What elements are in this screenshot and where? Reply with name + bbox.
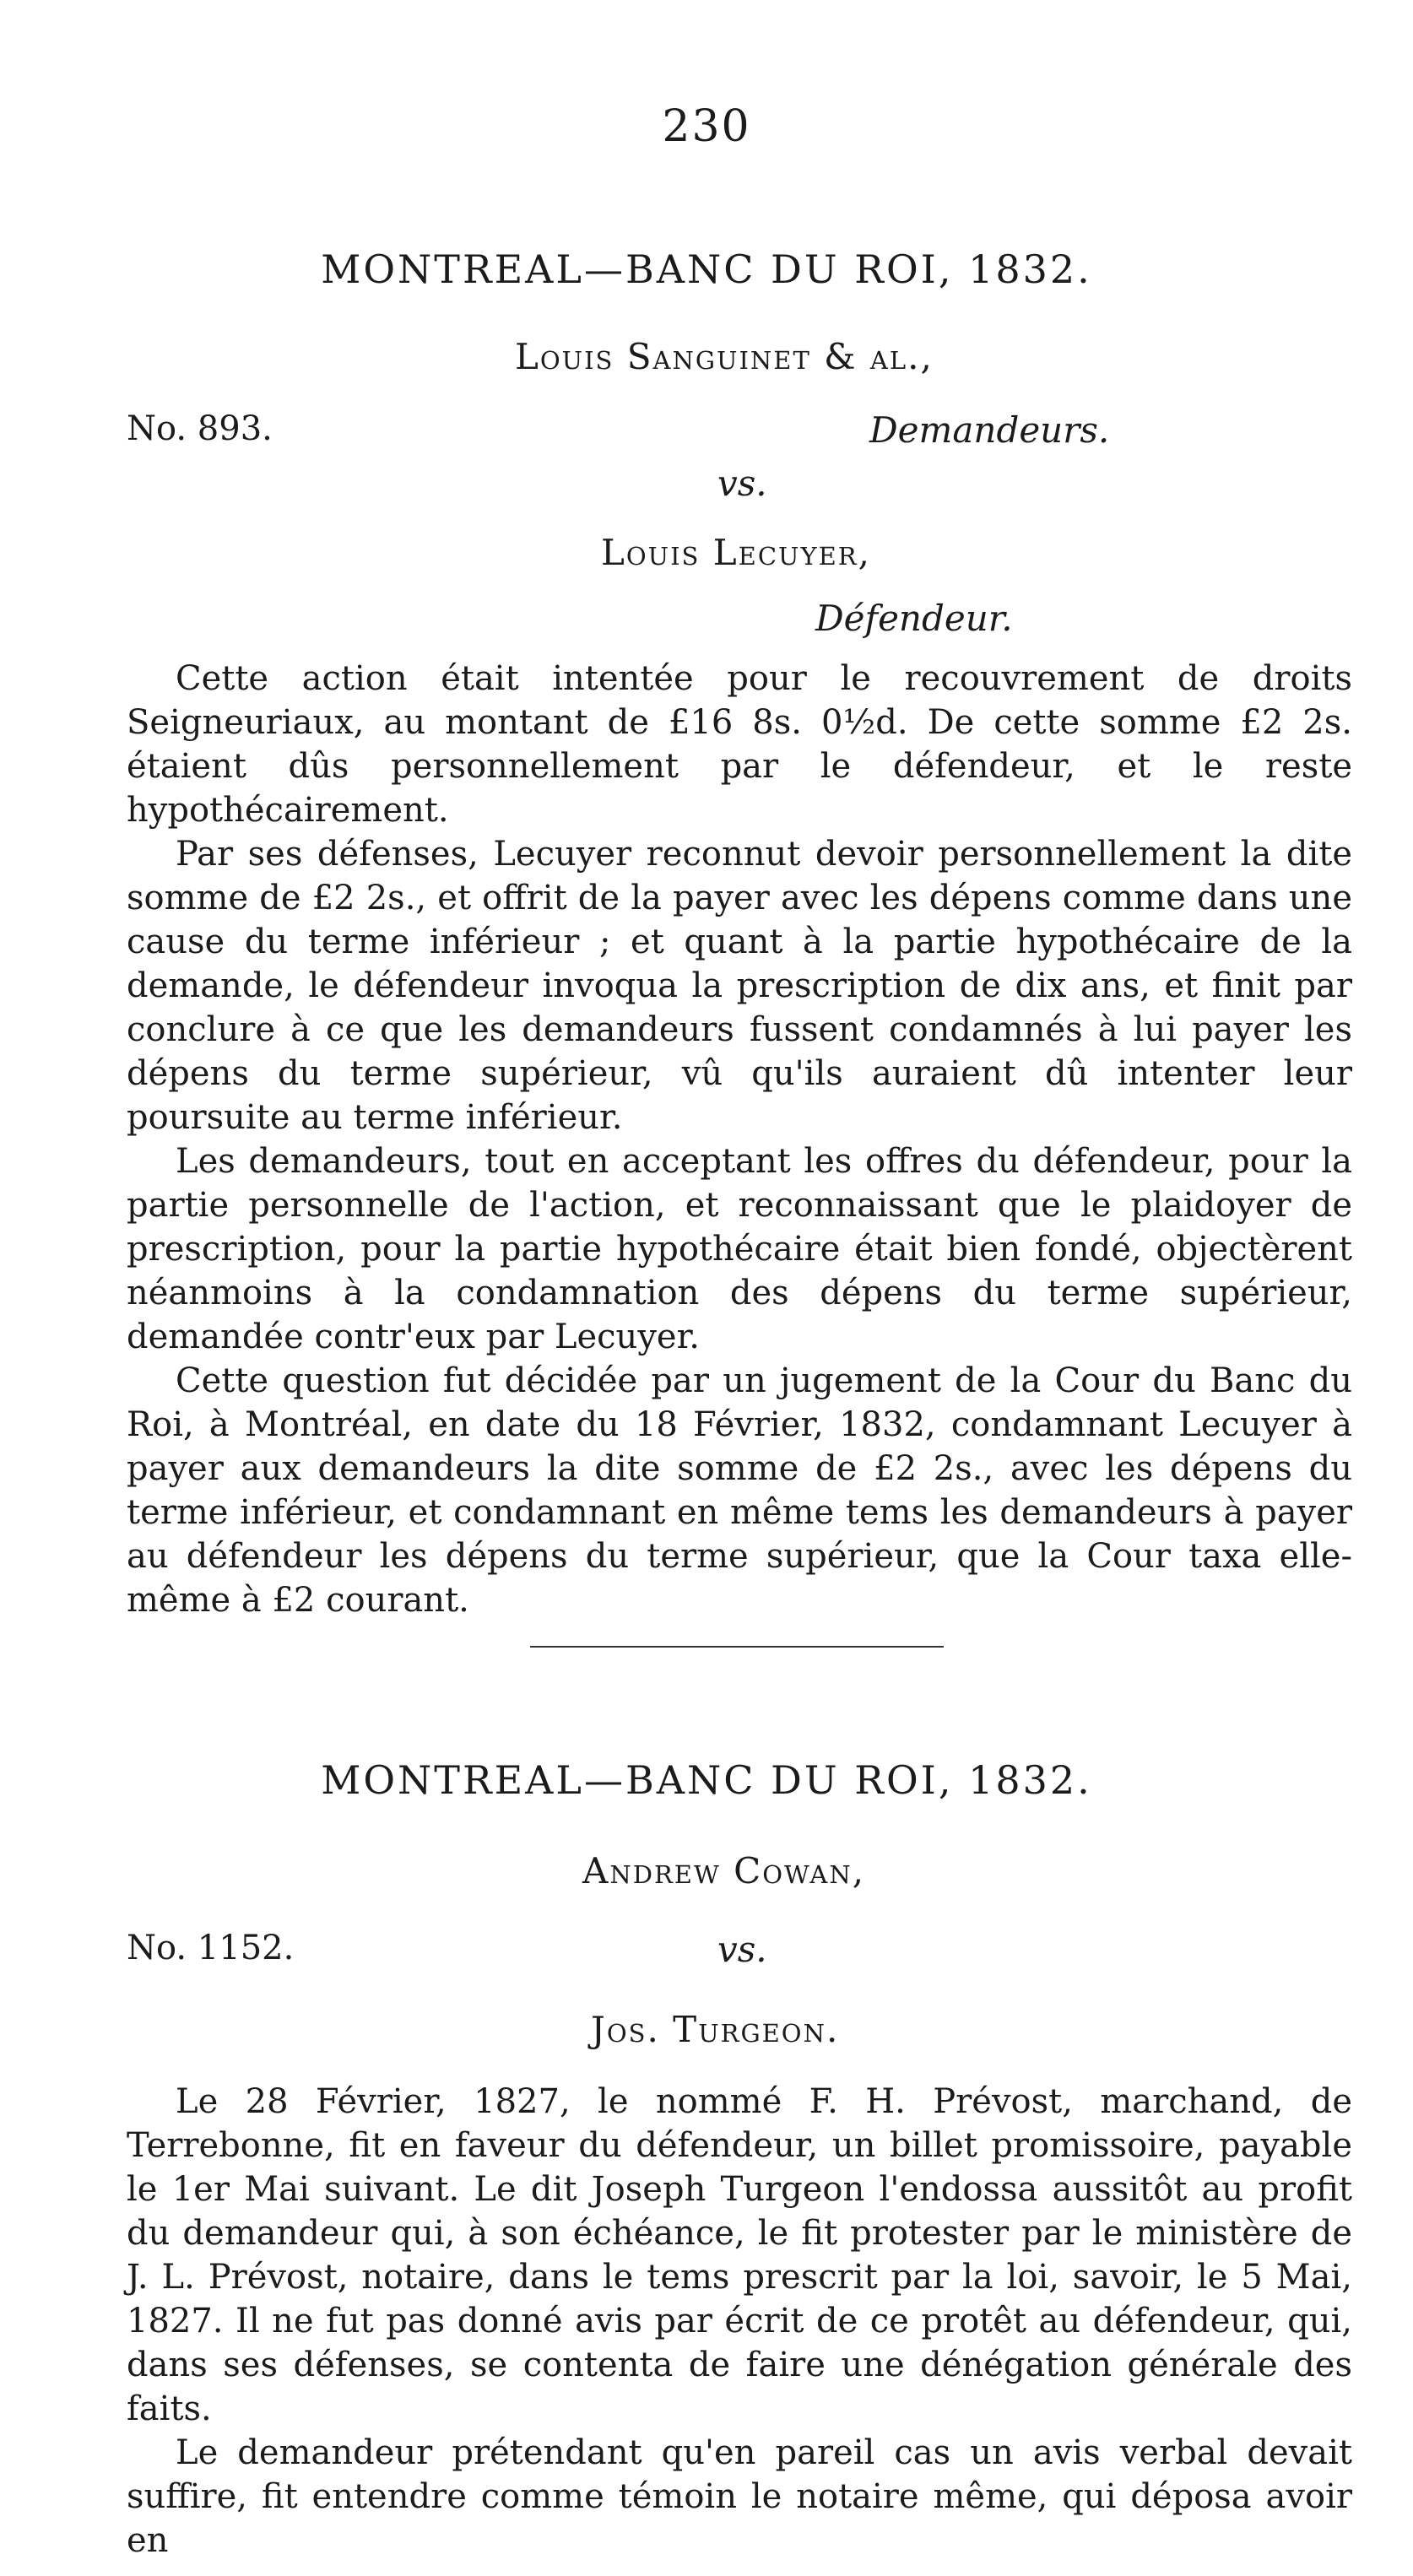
case1-number: No. 893. [127,409,273,448]
case1-versus: vs. [717,463,767,504]
case2-plaintiff: Andrew Cowan, [582,1850,866,1891]
section-divider [530,1646,944,1648]
case1-defendant-role: Défendeur. [815,598,1013,639]
case2-paragraph-2: Le demandeur prétendant qu'en pareil cas un avis verbal devait suffire, fit entendre comme témoin le notaire même, qui déposa avoir en [127,2433,1352,2560]
case1-defendant: Louis Lecuyer, [601,532,871,573]
case1-paragraph-3: Les demandeurs, tout en acceptant les offres du défendeur, pour la partie personnelle de l'action, et reconnaissant que le plaidoyer de prescription, pour la partie hypothécaire était bien fondé, objectèrent néanmoins à la condamnation des dépens du terme supérieur, demandée contr'eux par Lecuyer. [127,1142,1352,1356]
case1-paragraph-1: Cette action était intentée pour le recouvrement de droits Seigneuriaux, au montant de £16 8s. 0½d. De cette somme £2 2s. étaient dûs personnellement par le défendeur, et le reste hypothécairement. [127,659,1352,830]
case2-body [127,2080,1352,2562]
page-number: 230 [662,101,751,152]
case2-defendant: Jos. Turgeon. [591,2009,840,2050]
case1-paragraph-4: Cette question fut décidée par un jugement de la Cour du Banc du Roi, à Montréal, en date du 18 Février, 1832, condamnant Lecuyer à payer aux demandeurs la dite somme de £2 2s., avec les dépens du terme inférieur, et condamnant en même tems les demandeurs à payer au défendeur les dépens du terme supérieur, que la Cour taxa elle-même à £2 courant. [127,1361,1352,1620]
case1-plaintiff: Louis Sanguinet & al., [515,336,934,377]
case1-heading: MONTREAL—BANC DU ROI, 1832. [321,246,1092,292]
case1-paragraph-2: Par ses défenses, Lecuyer reconnut devoir personnellement la dite somme de £2 2s., et offrit de la payer avec les dépens comme dans une cause du terme inférieur ; et quant à la partie hypothécaire de la demande, le défendeur invoqua la prescription de dix ans, et finit par conclure à ce que les demandeurs fussent condamnés à lui payer les dépens du terme supérieur, vû qu'ils auraient dû intenter leur poursuite au terme inférieur. [127,835,1352,1137]
case2-number: No. 1152. [127,1929,295,1967]
case1-plaintiff-role: Demandeurs. [869,409,1110,451]
case2-paragraph-1: Le 28 Février, 1827, le nommé F. H. Prévost, marchand, de Terrebonne, fit en faveur du défendeur, un billet promissoire, payable le 1er Mai suivant. Le dit Joseph Turgeon l'endossa aussitôt au profit du demandeur qui, à son échéance, le fit protester par le ministère de J. L. Prévost, notaire, dans le tems prescrit par la loi, savoir, le 5 Mai, 1827. Il ne fut pas donné avis par écrit de ce protêt au défendeur, qui, dans ses défenses, se contenta de faire une dénégation générale des faits. [127,2082,1352,2428]
case2-heading: MONTREAL—BANC DU ROI, 1832. [321,1757,1092,1803]
case1-body [127,657,1352,1622]
case2-versus: vs. [717,1929,767,1970]
